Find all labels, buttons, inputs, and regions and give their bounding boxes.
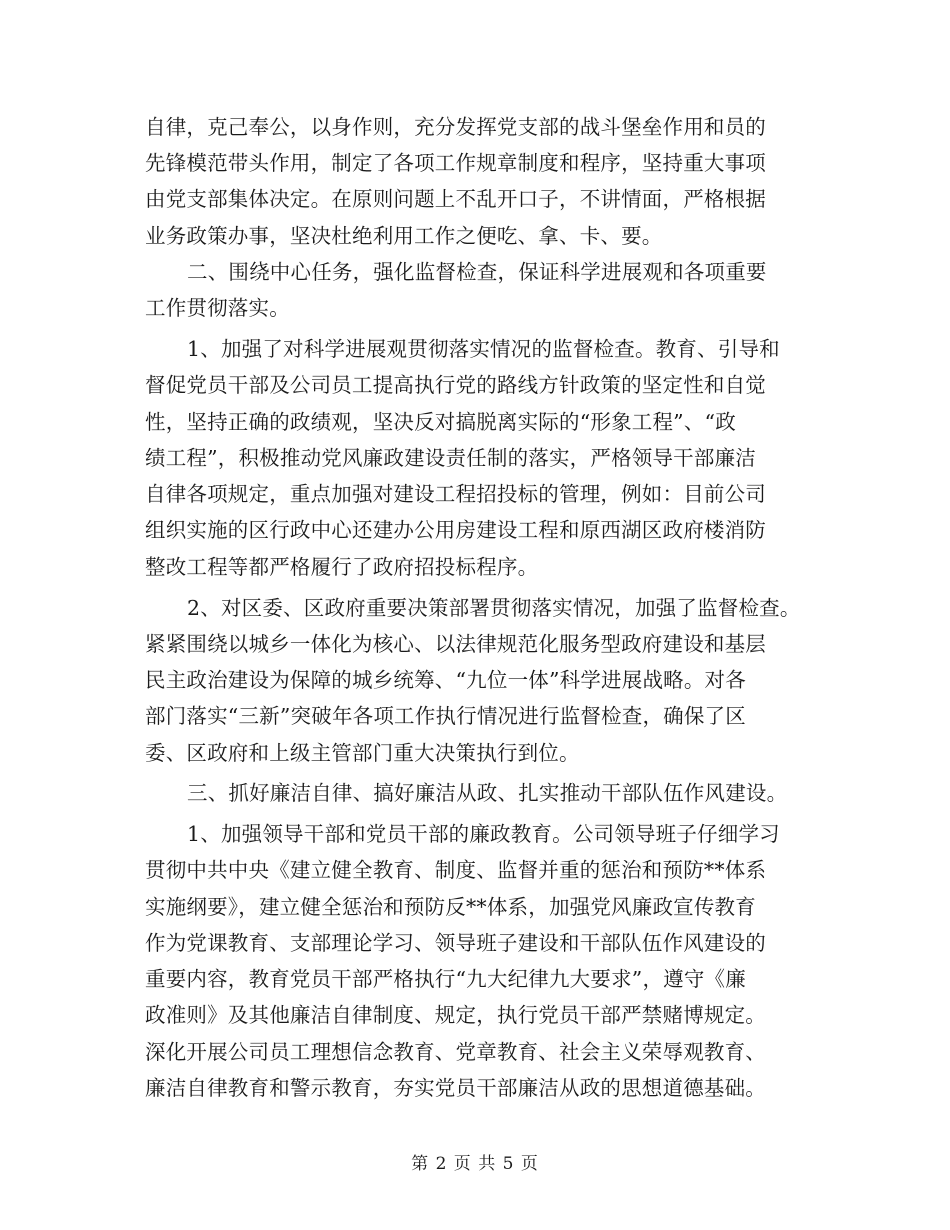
section-heading-line: 工作贯彻落实。 — [145, 296, 290, 320]
body-text-line: 绩工程”，积极推动党风廉政建设责任制的落实，严格领导干部廉洁 — [145, 446, 756, 470]
body-text-line: 委、区政府和上级主管部门重大决策执行到位。 — [145, 741, 580, 765]
page-number-footer: 第 2 页 共 5 页 — [411, 1154, 539, 1174]
body-text-line: 组织实施的区行政中心还建办公用房建设工程和原西湖区政府楼消防 — [145, 518, 766, 542]
body-text-line: 督促党员干部及公司员工提高执行党的路线方针政策的坚定性和自觉 — [145, 373, 766, 397]
body-text-line: 自律各项规定，重点加强对建设工程招投标的管理，例如：目前公司 — [145, 482, 766, 506]
section-heading-line: 二、围绕中心任务，强化监督检查，保证科学进展观和各项重要 — [187, 260, 767, 284]
body-text-line: 业务政策办事，坚决杜绝利用工作之便吃、拿、卡、要。 — [145, 224, 663, 248]
body-text-line: 贯彻中共中央《建立健全教育、制度、监督并重的惩治和预防**体系 — [145, 858, 767, 882]
body-text-line: 实施纲要》，建立健全惩治和预防反**体系，加强党风廉政宣传教育 — [145, 895, 756, 919]
body-text-line: 整改工程等都严格履行了政府招投标程序。 — [145, 555, 539, 579]
body-text-line: 重要内容，教育党员干部严格执行“九大纪律九大要求”，遵守《廉 — [145, 967, 746, 991]
body-text-line: 1、加强了对科学进展观贯彻落实情况的监督检查。教育、引导和 — [187, 337, 780, 361]
body-text-line: 自律，克己奉公，以身作则，充分发挥党支部的战斗堡垒作用和员的 — [145, 115, 766, 139]
body-text-line: 深化开展公司员工理想信念教育、党章教育、社会主义荣辱观教育、 — [145, 1040, 766, 1064]
body-text-line: 紧紧围绕以城乡一体化为核心、以法律规范化服务型政府建设和基层 — [145, 632, 766, 656]
body-text-line: 政准则》及其他廉洁自律制度、规定，执行党员干部严禁赌博规定。 — [145, 1003, 766, 1027]
body-text-line: 先锋模范带头作用，制定了各项工作规章制度和程序，坚持重大事项 — [145, 151, 766, 175]
body-text-line: 部门落实“三新”突破年各项工作执行情况进行监督检查，确保了区 — [145, 704, 746, 728]
body-text-line: 2、对区委、区政府重要决策部署贯彻落实情况，加强了监督检查。 — [187, 596, 801, 620]
body-text-line: 廉洁自律教育和警示教育，夯实党员干部廉洁从政的思想道德基础。 — [145, 1076, 766, 1100]
section-heading-line: 三、抓好廉洁自律、搞好廉洁从政、扎实推动干部队伍作风建设。 — [187, 781, 788, 805]
body-text-line: 作为党课教育、支部理论学习、领导班子建设和干部队伍作风建设的 — [145, 931, 766, 955]
body-text-line: 1、加强领导干部和党员干部的廉政教育。公司领导班子仔细学习 — [187, 822, 780, 846]
body-text-line: 民主政治建设为保障的城乡统筹、“九位一体”科学进展战略。对各 — [145, 668, 746, 692]
body-text-line: 性，坚持正确的政绩观，坚决反对搞脱离实际的“形象工程”、“政 — [145, 410, 736, 434]
body-text-line: 由党支部集体决定。在原则问题上不乱开口子，不讲情面，严格根据 — [145, 187, 766, 211]
